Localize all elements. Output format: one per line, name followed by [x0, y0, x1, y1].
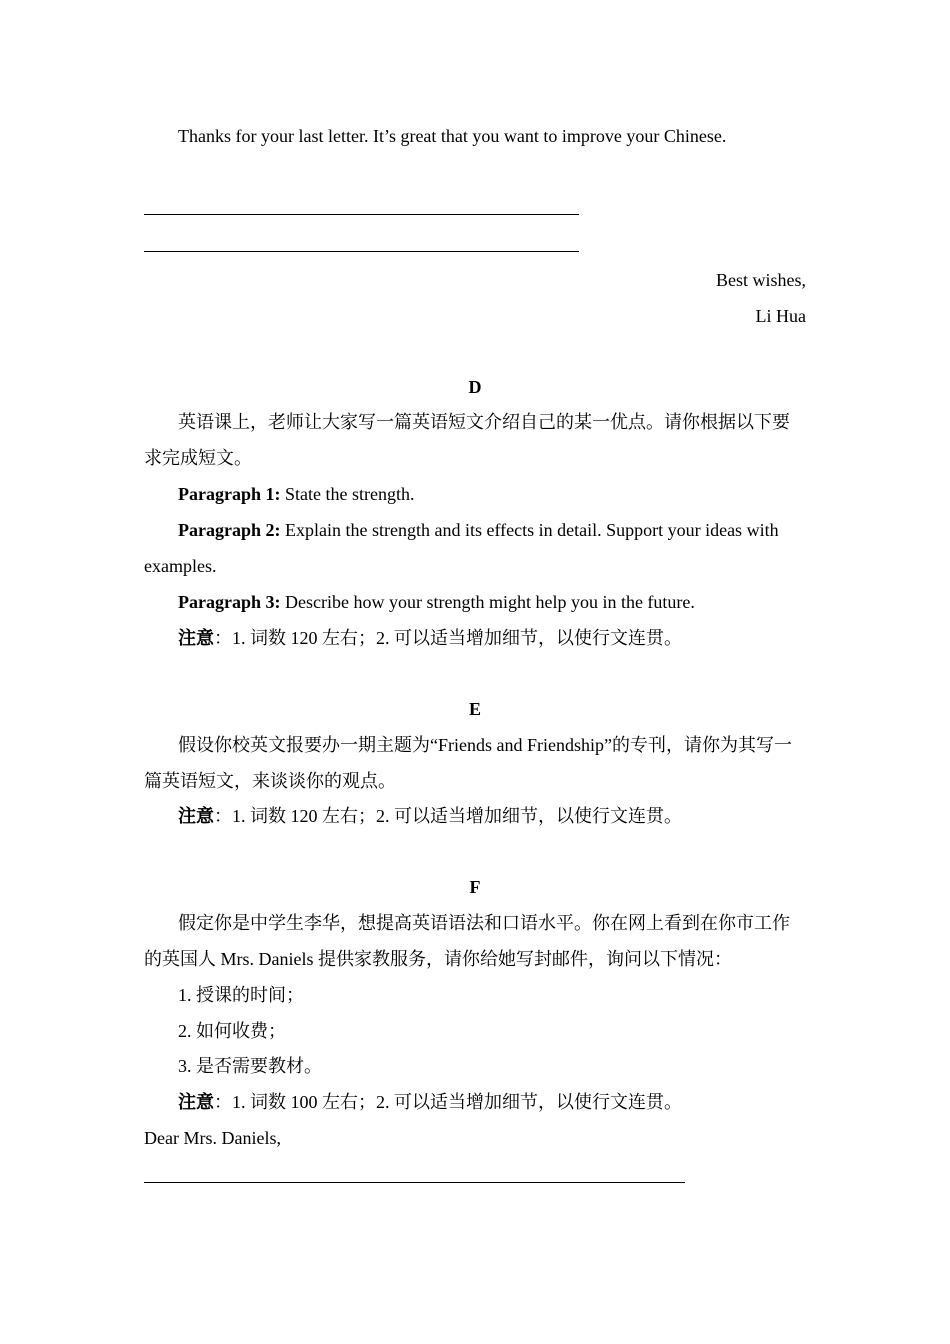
- list-item: 1. 授课的时间；: [178, 985, 304, 1005]
- paragraph-3-text: Describe how your strength might help you in the future.: [280, 592, 695, 612]
- section-e-heading: E: [468, 699, 481, 719]
- note-label: 注意: [178, 806, 214, 826]
- paragraph-2-text: Explain the strength and its effects in detail. Support your ideas with examples.: [144, 520, 779, 576]
- note-text: ：1. 词数 120 左右；2. 可以适当增加细节，以使行文连贯。: [214, 806, 682, 826]
- section-d-prompt: 英语课上，老师让大家写一篇英语短文介绍自己的某一优点。请你根据以下要求完成短文。: [144, 412, 790, 468]
- answer-line: [144, 214, 579, 215]
- note-label: 注意: [178, 1092, 214, 1112]
- section-d-note: [144, 620, 806, 656]
- section-f-heading: F: [469, 877, 481, 897]
- section-f-prompt: 假定你是中学生李华，想提高英语语法和口语水平。你在网上看到在你市工作的英国人 Mrs. Daniels 提供家教服务，请你给她写封邮件，询问以下情况：: [144, 913, 790, 969]
- letter-intro: Thanks for your last letter. It’s great that you want to improve your Chinese.: [178, 126, 727, 146]
- note-text: ：1. 词数 100 左右；2. 可以适当增加细节，以使行文连贯。: [214, 1092, 682, 1112]
- paragraph-2-label: Paragraph 2:: [178, 520, 281, 540]
- paragraph-3-label: Paragraph 3:: [178, 592, 281, 612]
- closing: Best wishes,: [716, 270, 806, 290]
- signature: Li Hua: [755, 306, 806, 326]
- section-e-note: [144, 798, 806, 834]
- list-item: 3. 是否需要教材。: [178, 1056, 322, 1076]
- answer-line: [144, 251, 579, 252]
- letter-greeting: Dear Mrs. Daniels,: [144, 1128, 281, 1148]
- section-d-heading: D: [468, 377, 482, 397]
- paragraph-1-label: Paragraph 1:: [178, 484, 281, 504]
- section-d-paragraph-1: [144, 476, 806, 512]
- section-d-paragraph-2: [144, 512, 806, 584]
- section-f-note: [144, 1084, 806, 1120]
- paragraph-1-text: State the strength.: [280, 484, 415, 504]
- answer-line: [144, 1182, 685, 1183]
- list-item: 2. 如何收费；: [178, 1021, 286, 1041]
- note-label: 注意: [178, 628, 214, 648]
- note-text: ：1. 词数 120 左右；2. 可以适当增加细节，以使行文连贯。: [214, 628, 682, 648]
- section-e-prompt: 假设你校英文报要办一期主题为“Friends and Friendship”的专刊，请你为其写一篇英语短文，来谈谈你的观点。: [144, 735, 792, 791]
- section-d-paragraph-3: [144, 584, 806, 620]
